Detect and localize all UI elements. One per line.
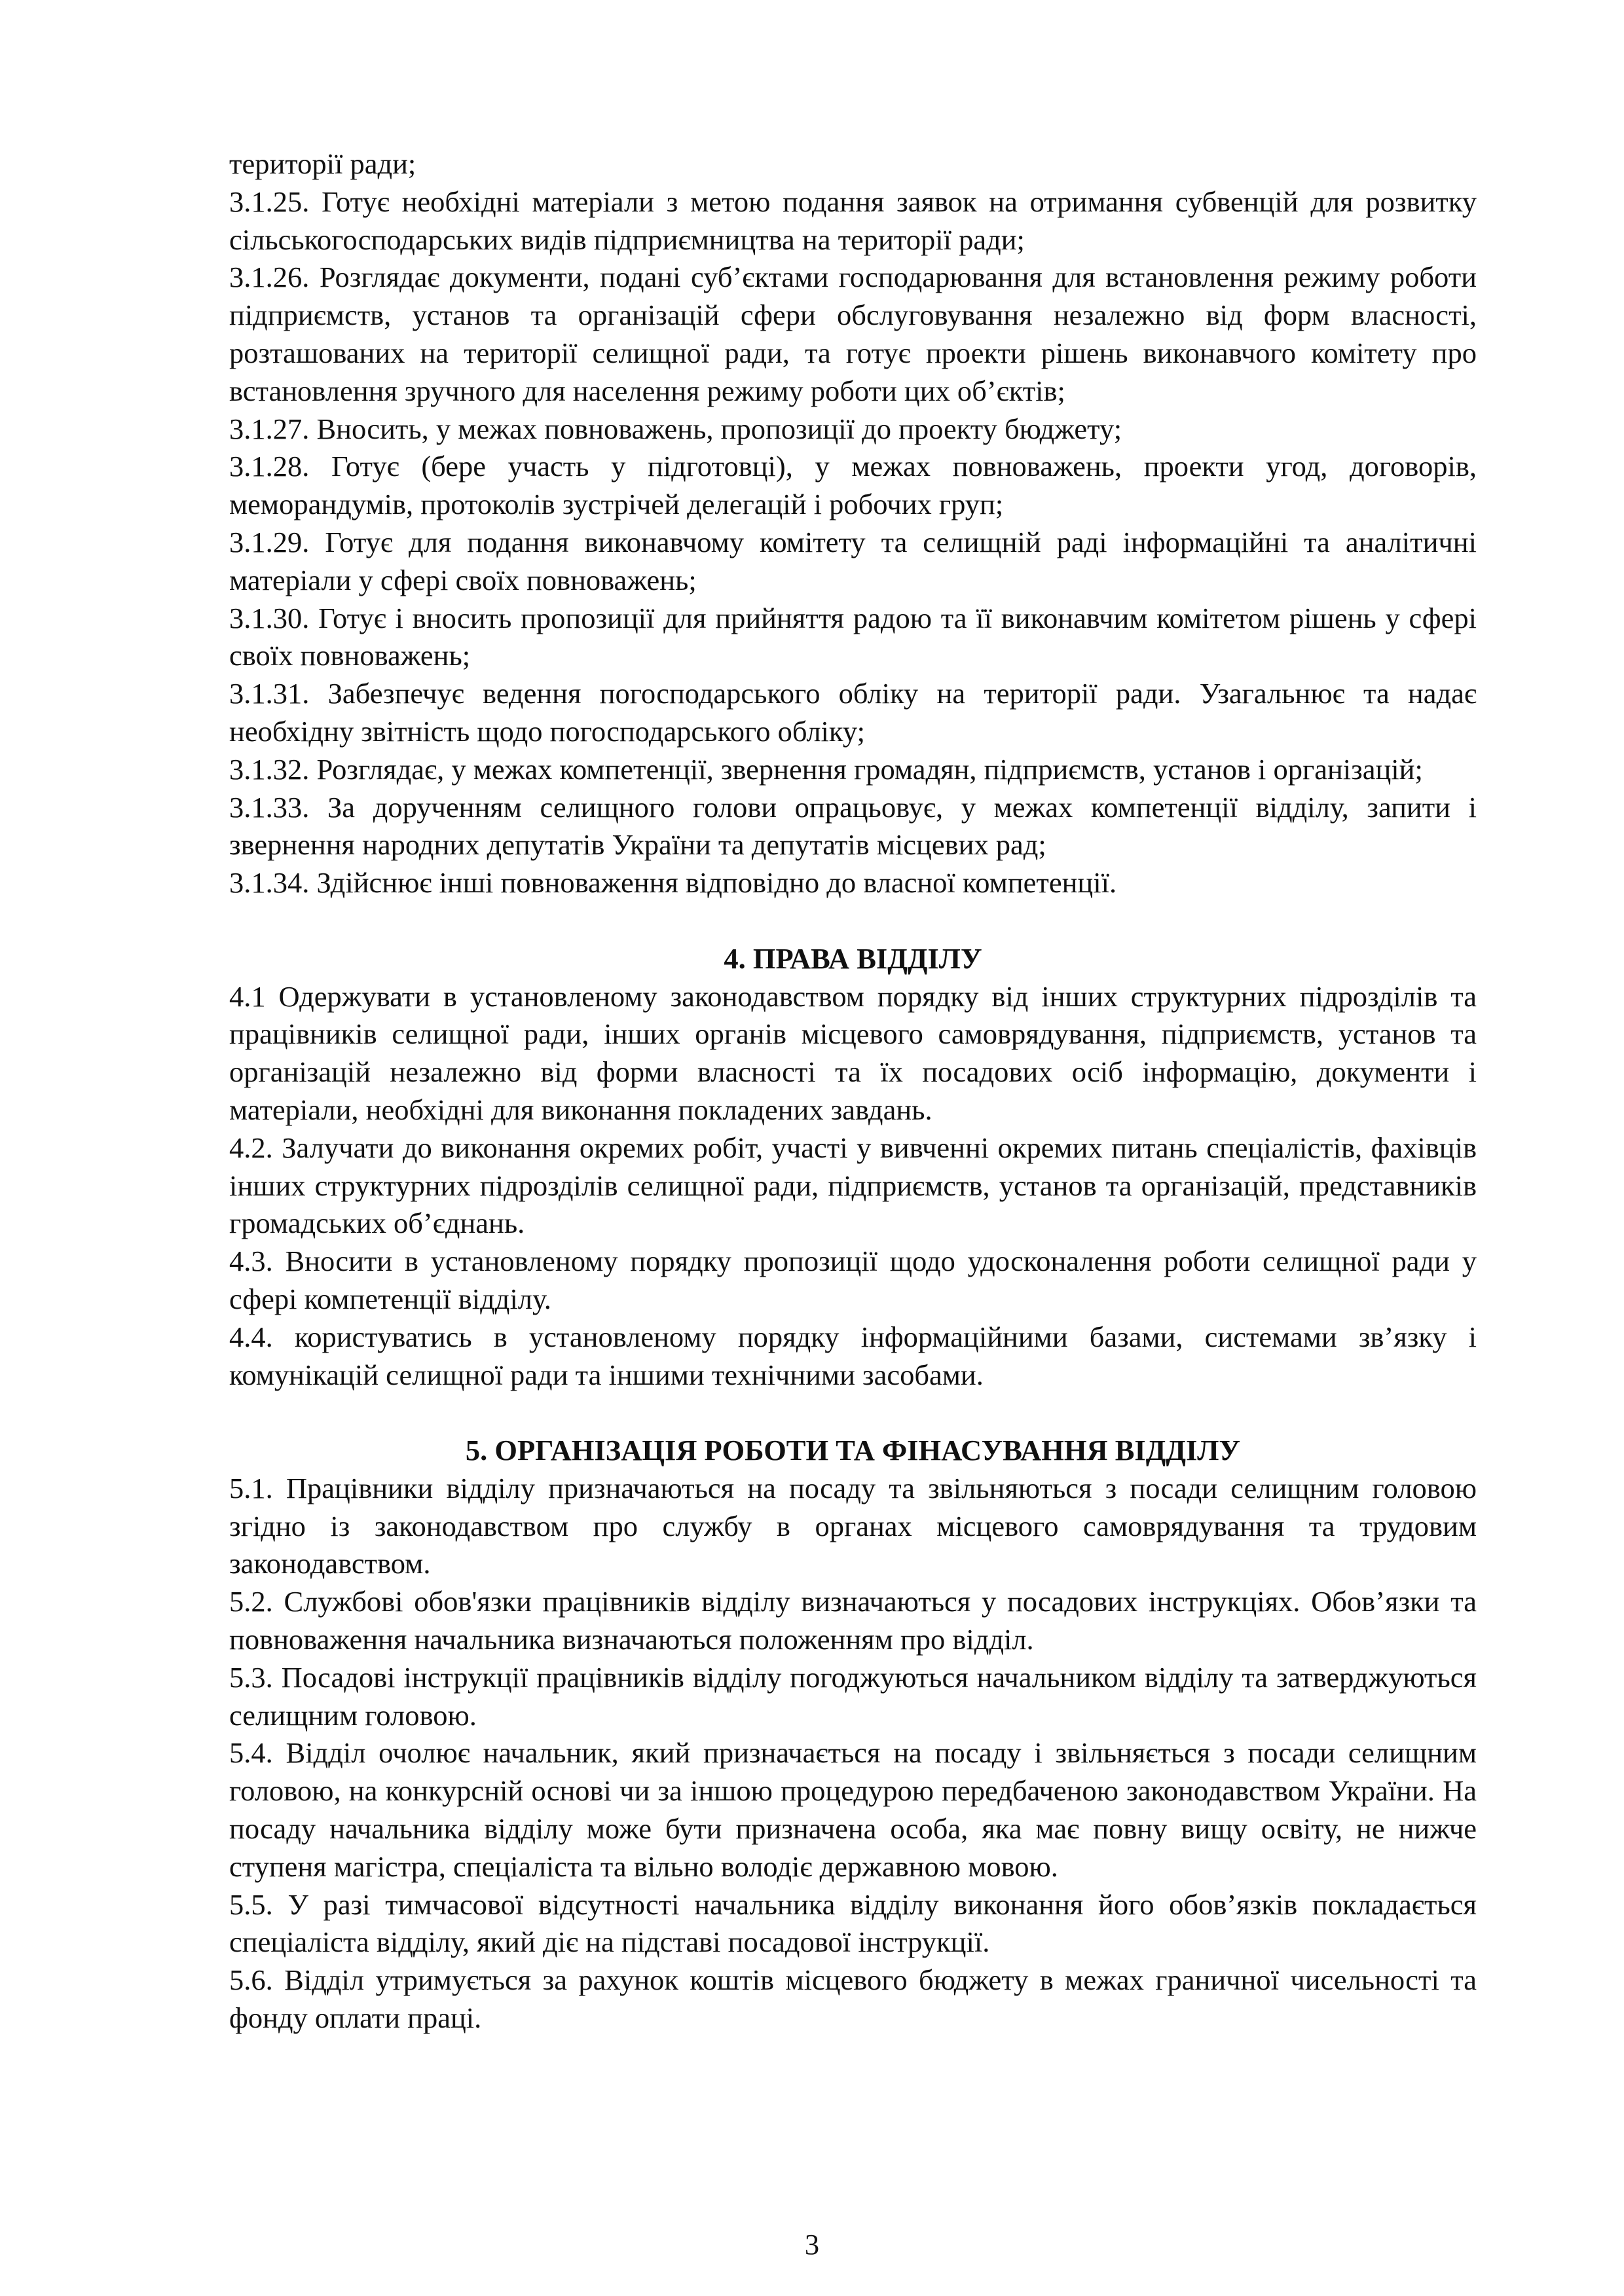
paragraph-4-2: 4.2. Залучати до виконання окремих робіт, участі у вивченні окремих питань спеціалістів, фахівців інших структурних підрозділів селищної ради, підприємств, установ та організацій, представників громадських об’єднань. [229, 1131, 1477, 1240]
page-number: 3 [804, 2228, 820, 2261]
section-3-continuation [229, 145, 1477, 902]
paragraph-3-1-33: 3.1.33. За дорученням селищного голови опрацьовує, у межах компетенції відділу, запити і звернення народних депутатів України та депутатів місцевих рад; [229, 790, 1477, 862]
section-5-heading: 5. ОРГАНІЗАЦІЯ РОБОТИ ТА ФІНАСУВАННЯ ВІДДІЛУ [465, 1434, 1241, 1467]
section-4-heading: 4. ПРАВА ВІДДІЛУ [724, 941, 982, 975]
paragraph-3-1-28: 3.1.28. Готує (бере участь у підготовці), у межах повноважень, проекти угод, договорів, меморандумів, протоколів зустрічей делегацій і робочих груп; [229, 450, 1477, 521]
paragraph-5-4: 5.4. Відділ очолює начальник, який призначається на посаду і звільняється з посади селищним головою, на конкурсній основі чи за іншою процедурою передбаченою законодавством України. На посаду начальника відділу може бути призначена особа, яка має повну вищу освіту, не нижче ступеня магістра, спеціаліста та вільно володіє державною мовою. [229, 1736, 1477, 1883]
paragraph-4-1: 4.1 Одержувати в установленому законодавством порядку від інших структурних підрозділів та працівників селищної ради, інших органів місцевого самоврядування, підприємств, установ та організацій незалежно від форми власності та їх посадових осіб інформацію, документи і матеріали, необхідні для виконання покладених завдань. [229, 979, 1477, 1126]
document-page [229, 145, 1477, 2037]
paragraph-5-3: 5.3. Посадові інструкції працівників відділу погоджуються начальником відділу та затверджуються селищним головою. [229, 1660, 1477, 1732]
paragraph-5-6: 5.6. Відділ утримується за рахунок коштів місцевого бюджету в межах граничної чисельності та фонду оплати праці. [229, 1963, 1477, 2035]
paragraph-4-3: 4.3. Вносити в установленому порядку пропозиції щодо удосконалення роботи селищної ради у сфері компетенції відділу. [229, 1245, 1477, 1315]
paragraph-5-2: 5.2. Службові обов'язки працівників відділу визначаються у посадових інструкціях. Обов’язки та повноваження начальника визначаються положенням про відділ. [229, 1585, 1477, 1656]
paragraph-3-1-27: 3.1.27. Вносить, у межах повноважень, пропозиції до проекту бюджету; [229, 412, 1122, 445]
paragraph-3-1-34: 3.1.34. Здійснює інші повноваження відповідно до власної компетенції. [229, 866, 1117, 900]
paragraph-3-1-32: 3.1.32. Розглядає, у межах компетенції, звернення громадян, підприємств, установ і організацій; [229, 752, 1423, 786]
paragraph-3-1-31: 3.1.31. Забезпечує ведення погосподарського обліку на території ради. Узагальнює та надає необхідну звітність щодо погосподарського обліку; [229, 677, 1477, 748]
section-spacer [229, 1394, 1477, 1432]
paragraph-3-1-24-continuation: території ради; [229, 147, 416, 180]
paragraph-3-1-25: 3.1.25. Готує необхідні матеріали з метою подання заявок на отримання субвенцій для розвитку сільськогосподарських видів підприємництва на території ради; [229, 185, 1477, 256]
paragraph-3-1-30: 3.1.30. Готує і вносить пропозиції для прийняття радою та її виконавчим комітетом рішень у сфері своїх повноважень; [229, 601, 1477, 672]
paragraph-5-5: 5.5. У разі тимчасової відсутності начальника відділу виконання його обов’язків покладається спеціаліста відділу, який діє на підставі посадової інструкції. [229, 1887, 1477, 1959]
section-5 [229, 1432, 1477, 2037]
section-spacer [229, 902, 1477, 940]
paragraph-4-4: 4.4. користуватись в установленому порядку інформаційними базами, системами зв’язку і комунікацій селищної ради та іншими технічними засобами. [229, 1320, 1477, 1391]
section-4 [229, 940, 1477, 1394]
paragraph-3-1-29: 3.1.29. Готує для подання виконавчому комітету та селищній раді інформаційні та аналітичні матеріали у сфері своїх повноважень; [229, 525, 1477, 596]
paragraph-3-1-26: 3.1.26. Розглядає документи, подані суб’єктами господарювання для встановлення режиму роботи підприємств, установ та організацій сфери обслуговування незалежно від форм власності, розташованих на території селищної ради, та готує проекти рішень виконавчого комітету про встановлення зручного для населення режиму роботи цих об’єктів; [229, 261, 1477, 407]
paragraph-5-1: 5.1. Працівники відділу призначаються на посаду та звільняються з посади селищним головою згідно із законодавством про службу в органах місцевого самоврядування та трудовим законодавством. [229, 1471, 1477, 1580]
